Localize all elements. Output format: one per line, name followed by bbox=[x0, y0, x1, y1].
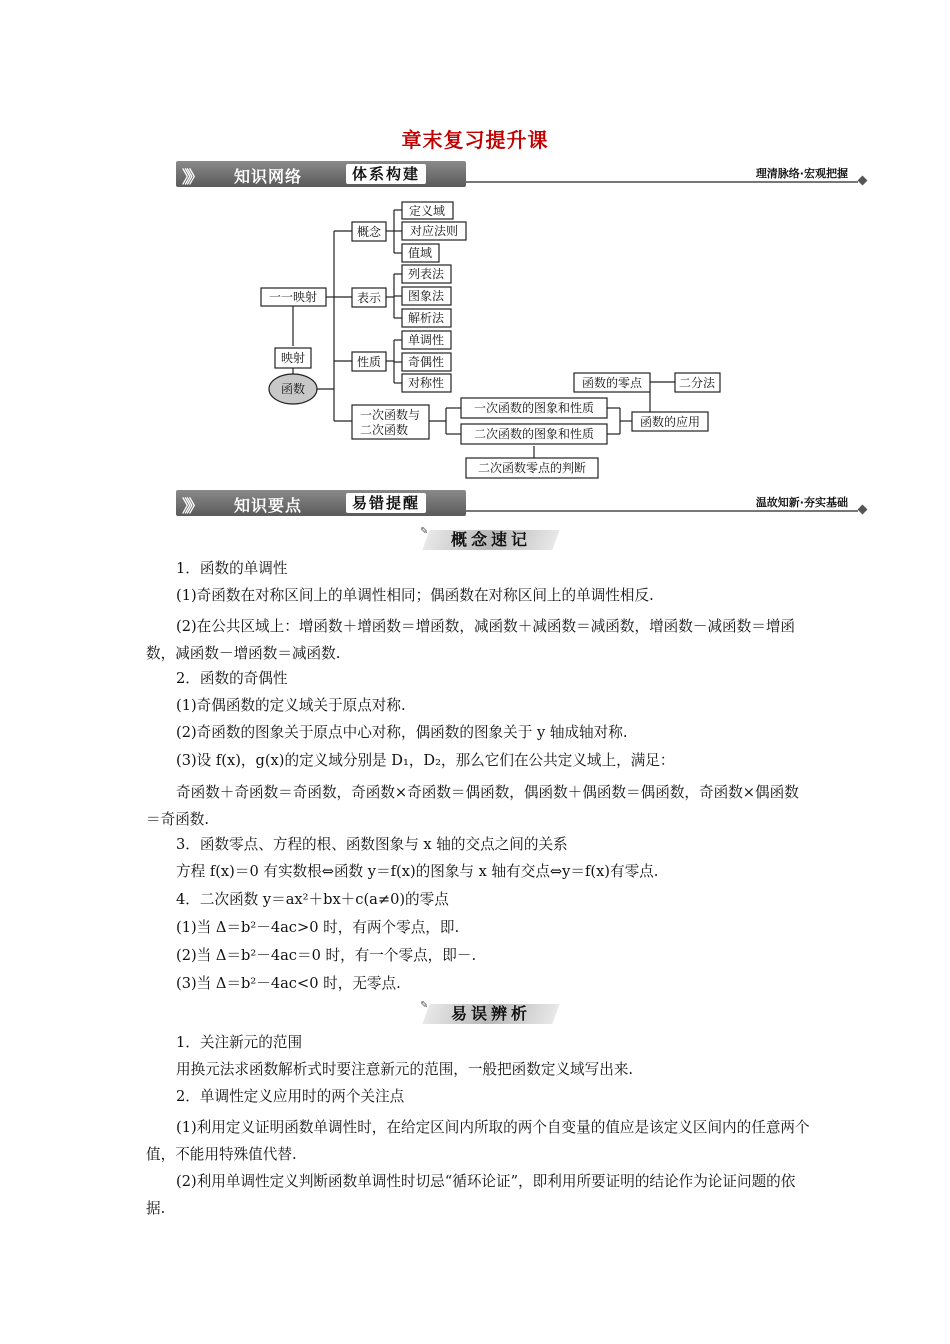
node-concept: 概念 bbox=[356, 225, 382, 239]
node-zero: 函数的零点 bbox=[581, 376, 643, 390]
section-tag: 易错提醒 bbox=[346, 493, 426, 513]
section-subtitle: 温故知新·夯实基础 bbox=[755, 496, 848, 509]
concept-line-2: (1)奇函数在对称区间上的单调性相同；偶函数在对称区间上的单调性相反. bbox=[176, 587, 654, 604]
concept-line-9: 3．函数零点、方程的根、函数图象与 x 轴的交点之间的关系 bbox=[176, 836, 568, 853]
node-domain: 定义域 bbox=[408, 204, 446, 218]
pen-icon: ✎ bbox=[420, 1000, 429, 1011]
node-application: 函数的应用 bbox=[639, 415, 701, 429]
node-mapping-rule: 对应法则 bbox=[409, 224, 459, 238]
page-title: 章末复习提升课 bbox=[401, 128, 549, 152]
concept-line-3: (2)在公共区域上：增函数＋增函数＝增函数，减函数＋减函数＝减函数，增函数－减函数＝增函数，减函数－增函数＝减函数. bbox=[146, 618, 796, 662]
section-header-knowledge-points bbox=[176, 490, 866, 516]
node-symmetry: 对称性 bbox=[407, 376, 445, 390]
node-monotonicity: 单调性 bbox=[407, 333, 445, 347]
node-analytic-method: 解析法 bbox=[407, 311, 445, 325]
node-range: 值域 bbox=[407, 246, 433, 260]
error-line-3: 2．单调性定义应用时的两个关注点 bbox=[176, 1088, 405, 1105]
node-one-to-one-mapping: 一一映射 bbox=[268, 290, 318, 304]
section-subtitle: 理清脉络·宏观把握 bbox=[755, 167, 848, 180]
node-bisection: 二分法 bbox=[678, 376, 716, 390]
concept-line-12: (1)当 Δ＝b²－4ac>0 时，有两个零点，即. bbox=[176, 919, 460, 936]
subheading-concepts: ✎ 概念速记 bbox=[426, 528, 556, 552]
concept-line-5: (1)奇偶函数的定义域关于原点对称. bbox=[176, 697, 406, 714]
section-tag: 体系构建 bbox=[346, 164, 426, 184]
node-representation: 表示 bbox=[356, 291, 382, 305]
error-line-5: (2)利用单调性定义判断函数单调性时切忌“循环论证”，即利用所要证明的结论作为论证问题的依据. bbox=[146, 1173, 796, 1217]
section-label: 知识网络 bbox=[234, 167, 303, 186]
error-line-4: (1)利用定义证明函数单调性时，在给定区间内所取的两个自变量的值应是该定义区间内的任意两个值，不能用特殊值代替. bbox=[146, 1119, 810, 1163]
knowledge-network-diagram bbox=[0, 0, 950, 490]
node-property: 性质 bbox=[356, 355, 382, 369]
node-graph-method: 图象法 bbox=[407, 289, 445, 303]
double-chevron-icon: 》》 bbox=[182, 497, 200, 517]
diagram-labels bbox=[269, 203, 716, 475]
pen-icon: ✎ bbox=[420, 526, 429, 537]
node-parity: 奇偶性 bbox=[407, 355, 445, 369]
node-linear-graph: 一次函数的图象和性质 bbox=[473, 401, 595, 415]
divider bbox=[466, 510, 858, 512]
node-linear-quad-2: 二次函数 bbox=[359, 423, 409, 437]
error-line-1: 1．关注新元的范围 bbox=[176, 1034, 303, 1051]
node-quad-graph: 二次函数的图象和性质 bbox=[473, 427, 595, 441]
concept-line-11: 4．二次函数 y＝ax²＋bx＋c(a≠0)的零点 bbox=[176, 891, 449, 908]
node-quad-zero: 二次函数零点的判断 bbox=[477, 461, 587, 475]
concept-line-6: (2)奇函数的图象关于原点中心对称，偶函数的图象关于 y 轴成轴对称. bbox=[176, 724, 628, 741]
connector-lines bbox=[293, 210, 675, 458]
node-linear-quad-1: 一次函数与 bbox=[359, 408, 421, 422]
concept-line-7: (3)设 f(x)，g(x)的定义域分别是 D₁，D₂，那么它们在公共定义域上，满足： bbox=[176, 752, 675, 769]
double-chevron-icon: 》》 bbox=[182, 168, 200, 188]
concept-line-13: (2)当 Δ＝b²－4ac＝0 时，有一个零点，即－. bbox=[176, 947, 477, 964]
concept-line-10: 方程 f(x)＝0 有实数根⇔函数 y＝f(x)的图象与 x 轴有交点⇔y＝f(x)有零点. bbox=[176, 863, 659, 880]
node-mapping: 映射 bbox=[280, 351, 306, 365]
diamond-icon bbox=[858, 505, 868, 515]
node-function-root: 函数 bbox=[280, 382, 306, 396]
concept-line-4: 2．函数的奇偶性 bbox=[176, 670, 288, 687]
section-label: 知识要点 bbox=[234, 496, 303, 515]
concept-line-14: (3)当 Δ＝b²－4ac<0 时，无零点. bbox=[176, 975, 401, 992]
node-table-method: 列表法 bbox=[407, 267, 445, 281]
subheading-errors: ✎ 易误辨析 bbox=[426, 1002, 556, 1026]
concept-line-1: 1．函数的单调性 bbox=[176, 560, 288, 577]
concept-line-8: 奇函数＋奇函数＝奇函数，奇函数×奇函数＝偶函数，偶函数＋偶函数＝偶函数，奇函数×偶函数＝奇函数. bbox=[146, 784, 799, 828]
error-line-2: 用换元法求函数解析式时要注意新元的范围，一般把函数定义域写出来. bbox=[176, 1061, 634, 1078]
